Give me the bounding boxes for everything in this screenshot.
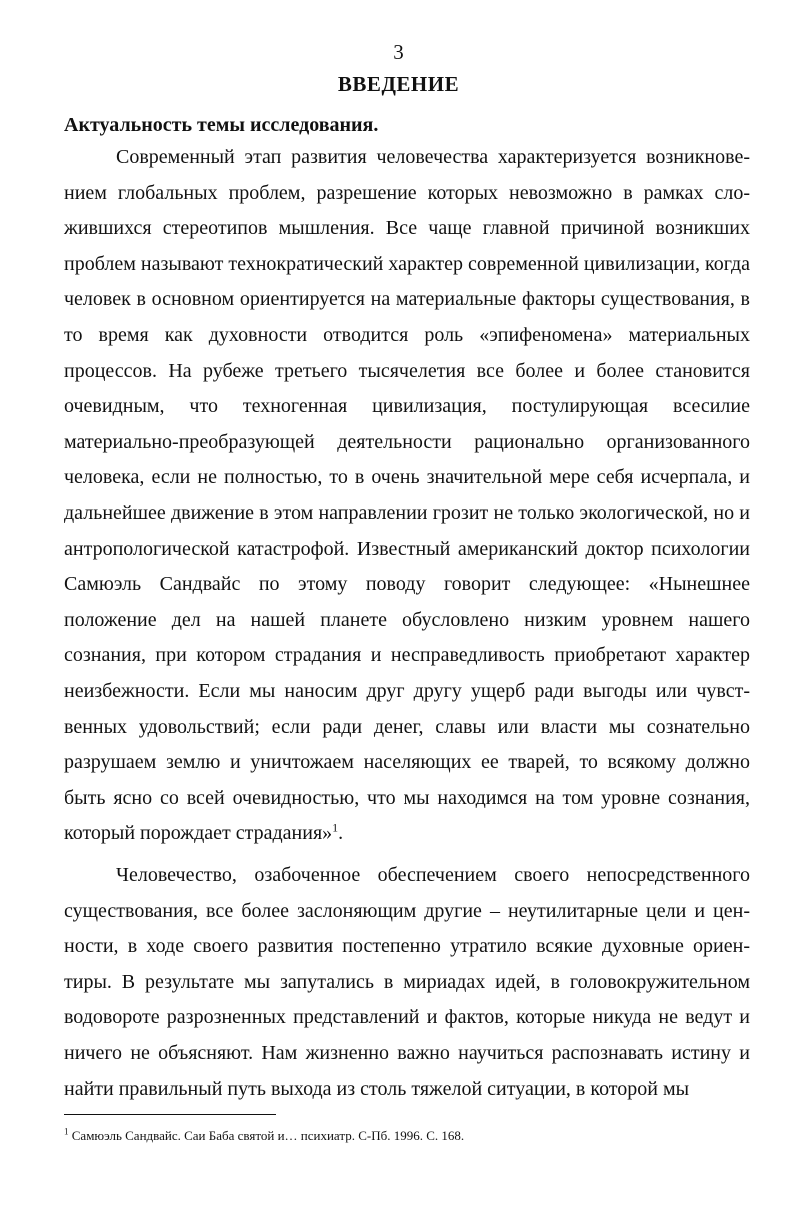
paragraph-1-text: Современный этап развития человечества характеризуется возникновением глобальных проблем, разрешение которых невозможно в рамках сложившихся стереотипов мышления. Все чаще главной причиной возникших проблем называют технократический характер современной цивилизации, когда человек в основном ориентируется на материальные факторы существования, в то время как духовности отводится роль «эпифеномена» материальных процессов. На рубеже третьего тысячелетия все более и более становится очевидным, что техногенная цивилизация, постулирующая всесилие материально-преобразующей деятельности рационально организованного человека, если не полностью, то в очень значительной мере себя исчерпала, и дальнейшее движение в этом направлении грозит не только экологической, но и антропологической катастрофой. Известный американский доктор психологии Самюэль Сандвайс по этому поводу говорит следующее: «Нынешнее положение дел на нашей планете обусловлено низким уровнем нашего сознания, при котором страдания и несправедливость приобретают характер неизбежности. Если мы наносим друг другу ущерб ради выгоды или чувственных удовольствий; если ради денег, славы или власти мы сознательно разрушаем землю и уничтожаем населяющих ее тварей, то всякому должно быть ясно со всей очевидностью, что мы находимся на том уровне сознания, который порождает страдания» [64, 146, 750, 845]
paragraph-1-end: . [338, 822, 344, 845]
paragraph-1 [64, 140, 750, 852]
footnote-text: Самюэль Сандвайс. Саи Баба святой и… психиатр. С-Пб. 1996. С. 168. [68, 1128, 465, 1143]
footnote [64, 1128, 464, 1144]
footnote-divider [64, 1114, 276, 1115]
section-subtitle: Актуальность темы исследования. [64, 114, 379, 136]
footnote-marker: 1 [64, 1126, 69, 1137]
section-title: ВВЕДЕНИЕ [337, 72, 460, 96]
paragraph-2: Человечество, озабоченное обеспечением своего непосредственного существования, все более заслоняющим другие – неутилитарные цели и ценности, в ходе своего развития постепенно утратило всякие духовные ориентиры. В результате мы запутались в мириадах идей, в головокружительном водовороте разрозненных представлений и фактов, которые никуда не ведут и ничего не объясняют. Нам жизненно важно научиться распознавать истину и найти правильный путь выхода из столь тяжелой ситуации, в которой мы [64, 864, 750, 1100]
footnote-reference: 1 [332, 820, 339, 835]
page-number: 3 [393, 40, 404, 64]
